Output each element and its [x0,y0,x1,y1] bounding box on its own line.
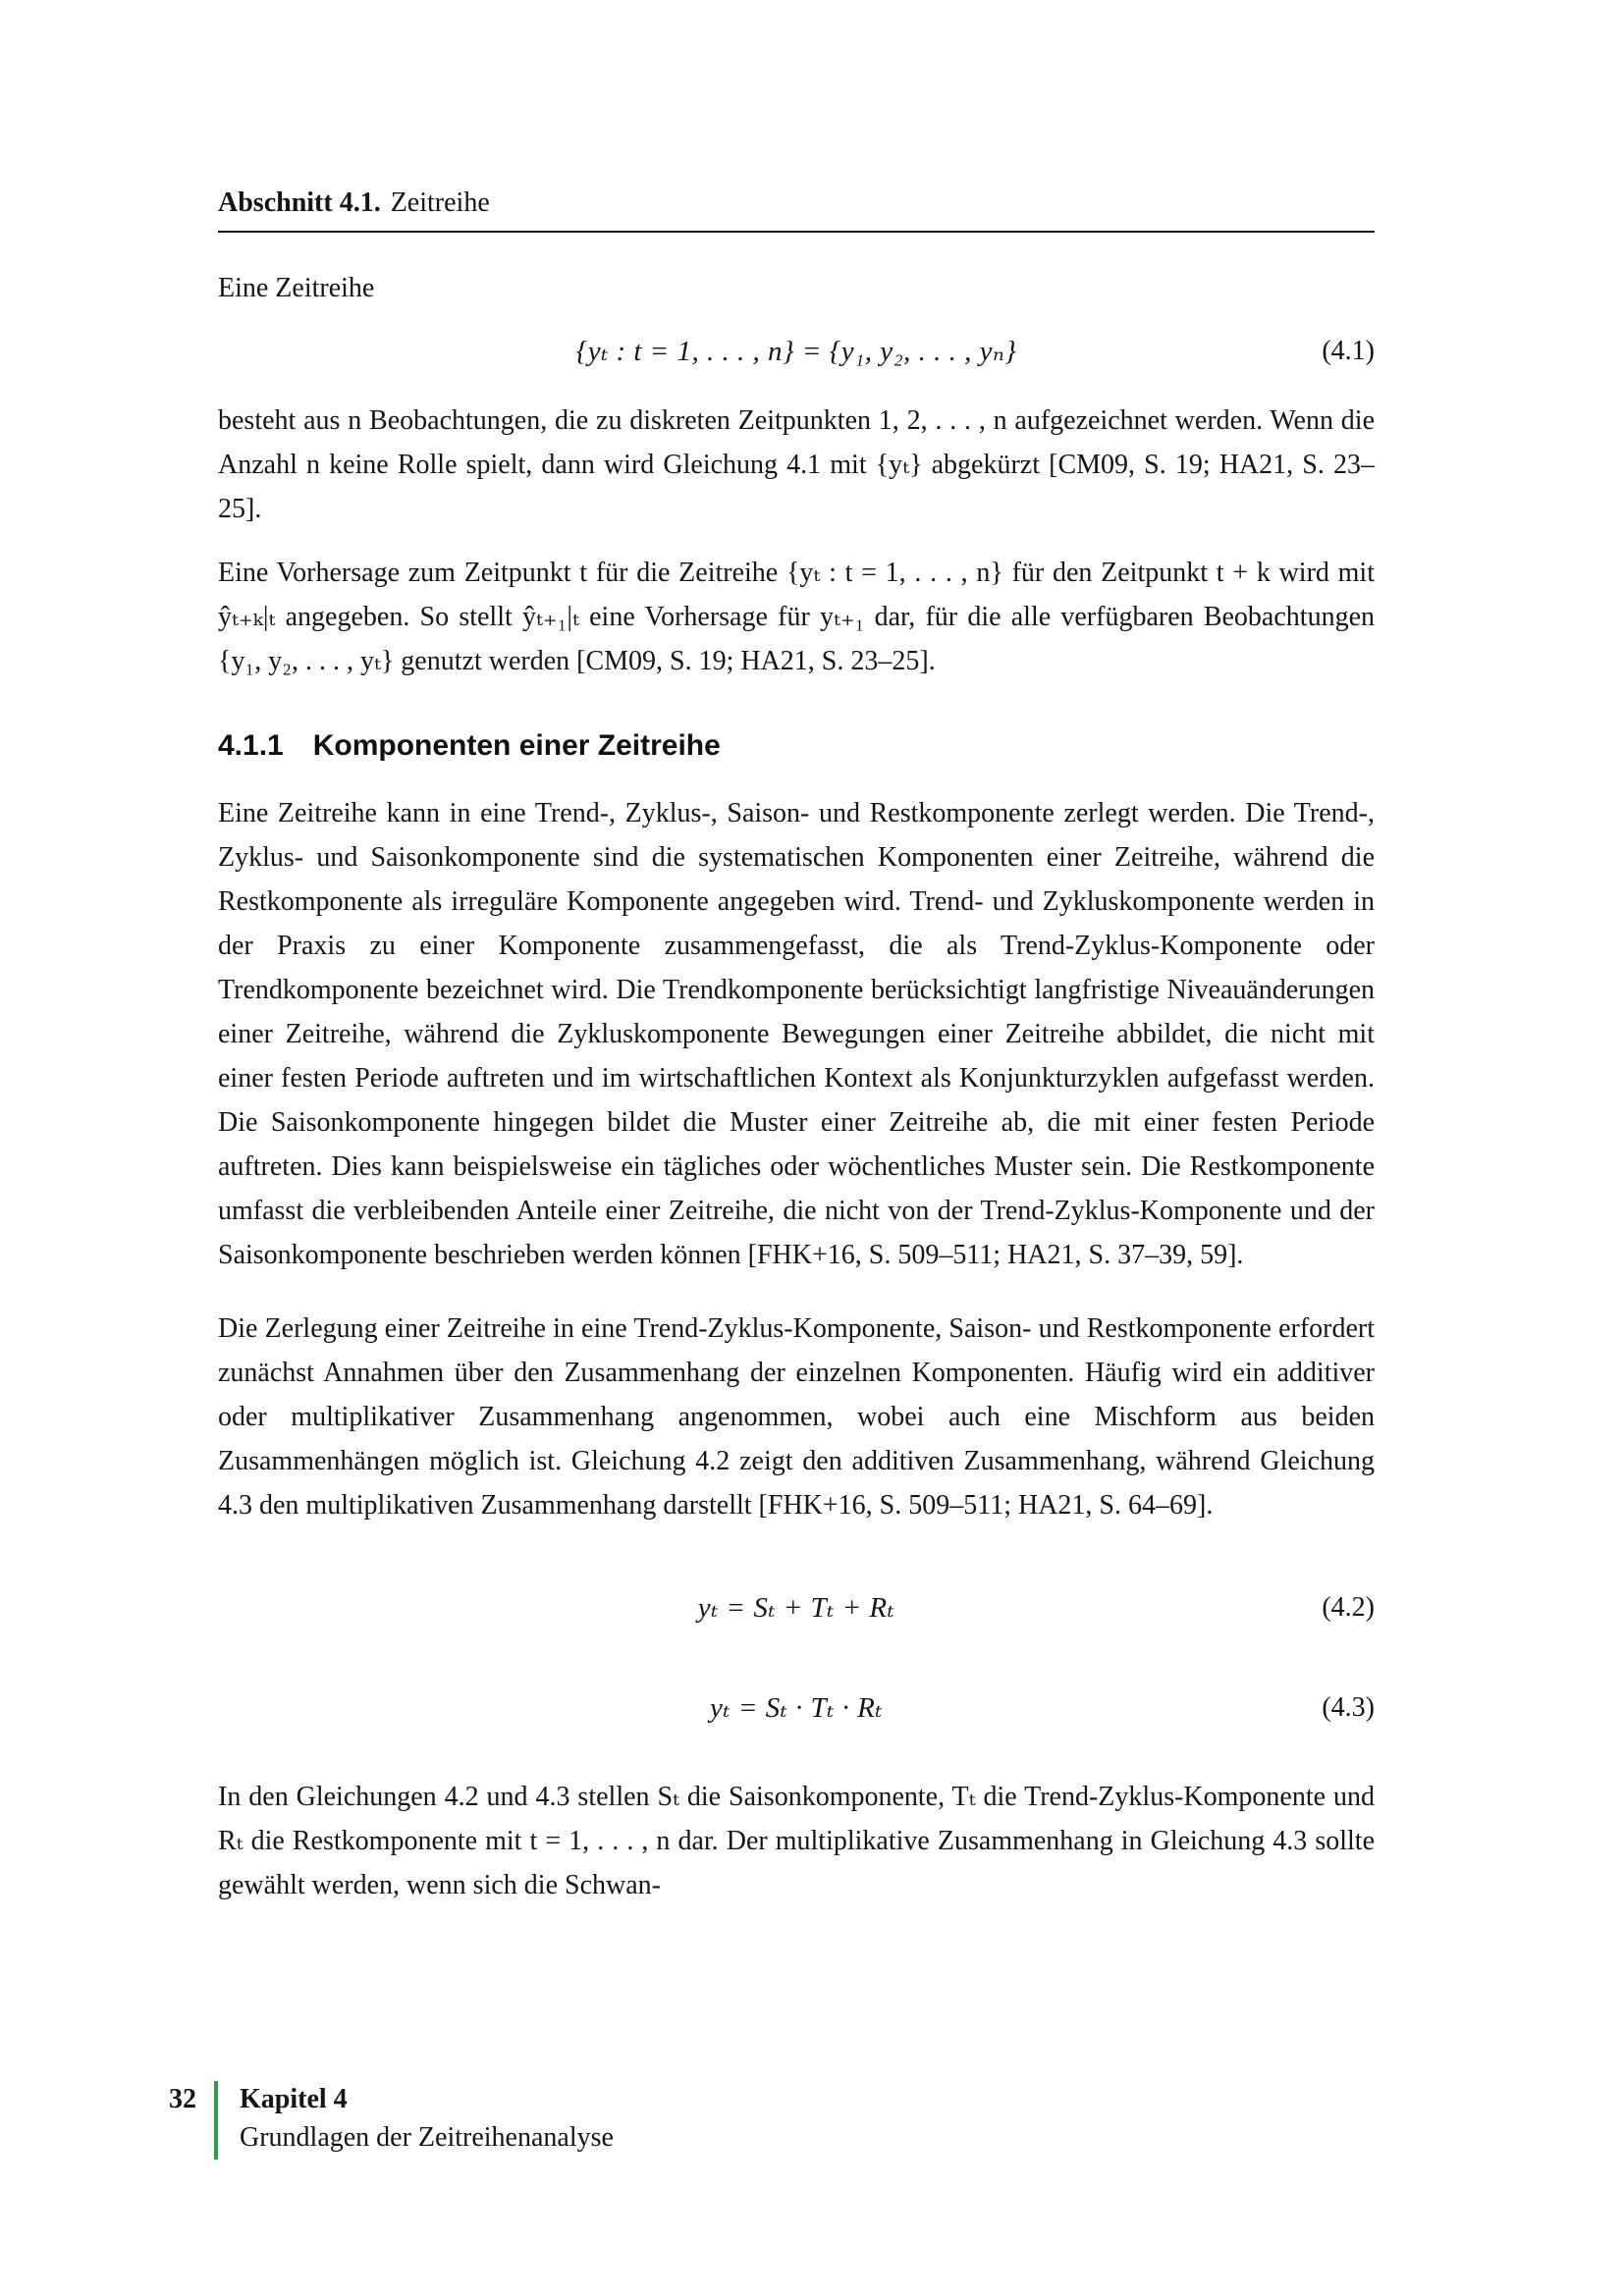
subsection-number: 4.1.1 [218,729,284,762]
running-header [218,187,1375,233]
paragraph-2: Eine Vorhersage zum Zeitpunkt t für die Zeitreihe {yₜ : t = 1, . . . , n} für den Zeitpunkt t + k wird mit ŷₜ₊ₖ|ₜ angegeben. So stellt ŷₜ₊₁|ₜ eine Vorhersage für yₜ₊₁ dar, für die alle verfügbaren Beobachtungen {y₁, y₂, . . . , yₜ} genutzt werden [CM09, S. 19; HA21, S. 23–25]. [218,558,1375,676]
equation-4-1-formula: {yₜ : t = 1, . . . , n} = {y₁, y₂, . . . , yₙ} [575,336,1017,367]
footer-chapter-title: Grundlagen der Zeitreihenanalyse [240,2122,614,2153]
equation-4-2-number: (4.2) [1322,1592,1375,1623]
page-number: 32 [169,2084,196,2114]
page-footer [0,2081,1624,2160]
footer-accent-bar [214,2081,218,2160]
paragraph-3: Eine Zeitreihe kann in eine Trend-, Zyklus-, Saison- und Restkomponente zerlegt werden. Die Trend-, Zyklus- und Saisonkomponente sind die systematischen Komponenten einer Zeitreihe, während die Restkomponente als irreguläre Komponente angegeben wird. Trend- und Zykluskomponente werden in der Praxis zu einer Komponente zusammengefasst, die als Trend-Zyklus-Komponente oder Trendkomponente bezeichnet wird. Die Trendkomponente berücksichtigt langfristige Niveauänderungen einer Zeitreihe, während die Zykluskomponente Bewegungen einer Zeitreihe abbildet, die nicht mit einer festen Periode auftreten und im wirtschaftlichen Kontext als Konjunkturzyklen aufgefasst werden. Die Saisonkomponente hingegen bildet die Muster einer Zeitreihe ab, die mit einer festen Periode auftreten. Dies kann beispielsweise ein tägliches oder wöchentliches Muster sein. Die Restkomponente umfasst die verbleibenden Anteile einer Zeitreihe, die nicht von der Trend-Zyklus-Komponente und der Saisonkomponente beschrieben werden können [FHK+16, S. 509–511; HA21, S. 37–39, 59]. [218,798,1375,1270]
equation-4-2-formula: yₜ = Sₜ + Tₜ + Rₜ [697,1592,895,1624]
subsection-heading [218,728,1375,764]
equation-4-1 [218,332,1375,371]
footer-chapter-label: Kapitel 4 [240,2084,348,2114]
equation-4-2 [218,1588,1375,1628]
equation-4-3-number: (4.3) [1322,1692,1375,1723]
equation-4-3 [218,1688,1375,1728]
text-column [218,187,1375,1927]
paragraph-5: In den Gleichungen 4.2 und 4.3 stellen Sₜ die Saisonkomponente, Tₜ die Trend-Zyklus-Komponente und Rₜ die Restkomponente mit t = 1, . . . , n dar. Der multiplikative Zusammenhang in Gleichung 4.3 sollte gewählt werden, wenn sich die Schwan- [218,1782,1375,1900]
paragraph-1: besteht aus n Beobachtungen, die zu diskreten Zeitpunkten 1, 2, . . . , n aufgezeichnet werden. Wenn die Anzahl n keine Rolle spielt, dann wird Gleichung 4.1 mit {yₜ} abgekürzt [CM09, S. 19; HA21, S. 23–25]. [218,405,1375,524]
equation-4-3-formula: yₜ = Sₜ · Tₜ · Rₜ [710,1692,883,1724]
paragraph-4: Die Zerlegung einer Zeitreihe in eine Trend-Zyklus-Komponente, Saison- und Restkomponente erfordert zunächst Annahmen über den Zusammenhang der einzelnen Komponenten. Häufig wird ein additiver oder multiplikativer Zusammenhang angenommen, wobei auch eine Mischform aus beiden Zusammenhängen möglich ist. Gleichung 4.2 zeigt den additiven Zusammenhang, während Gleichung 4.3 den multiplikativen Zusammenhang darstellt [FHK+16, S. 509–511; HA21, S. 64–69]. [218,1313,1375,1521]
footer-chapter-block [240,2081,614,2158]
running-header-section-title: Zeitreihe [390,187,490,218]
running-header-section-label: Abschnitt 4.1. [218,187,381,218]
equation-4-1-number: (4.1) [1322,336,1375,366]
subsection-title: Komponenten einer Zeitreihe [312,729,721,762]
intro-line: Eine Zeitreihe [218,273,375,303]
